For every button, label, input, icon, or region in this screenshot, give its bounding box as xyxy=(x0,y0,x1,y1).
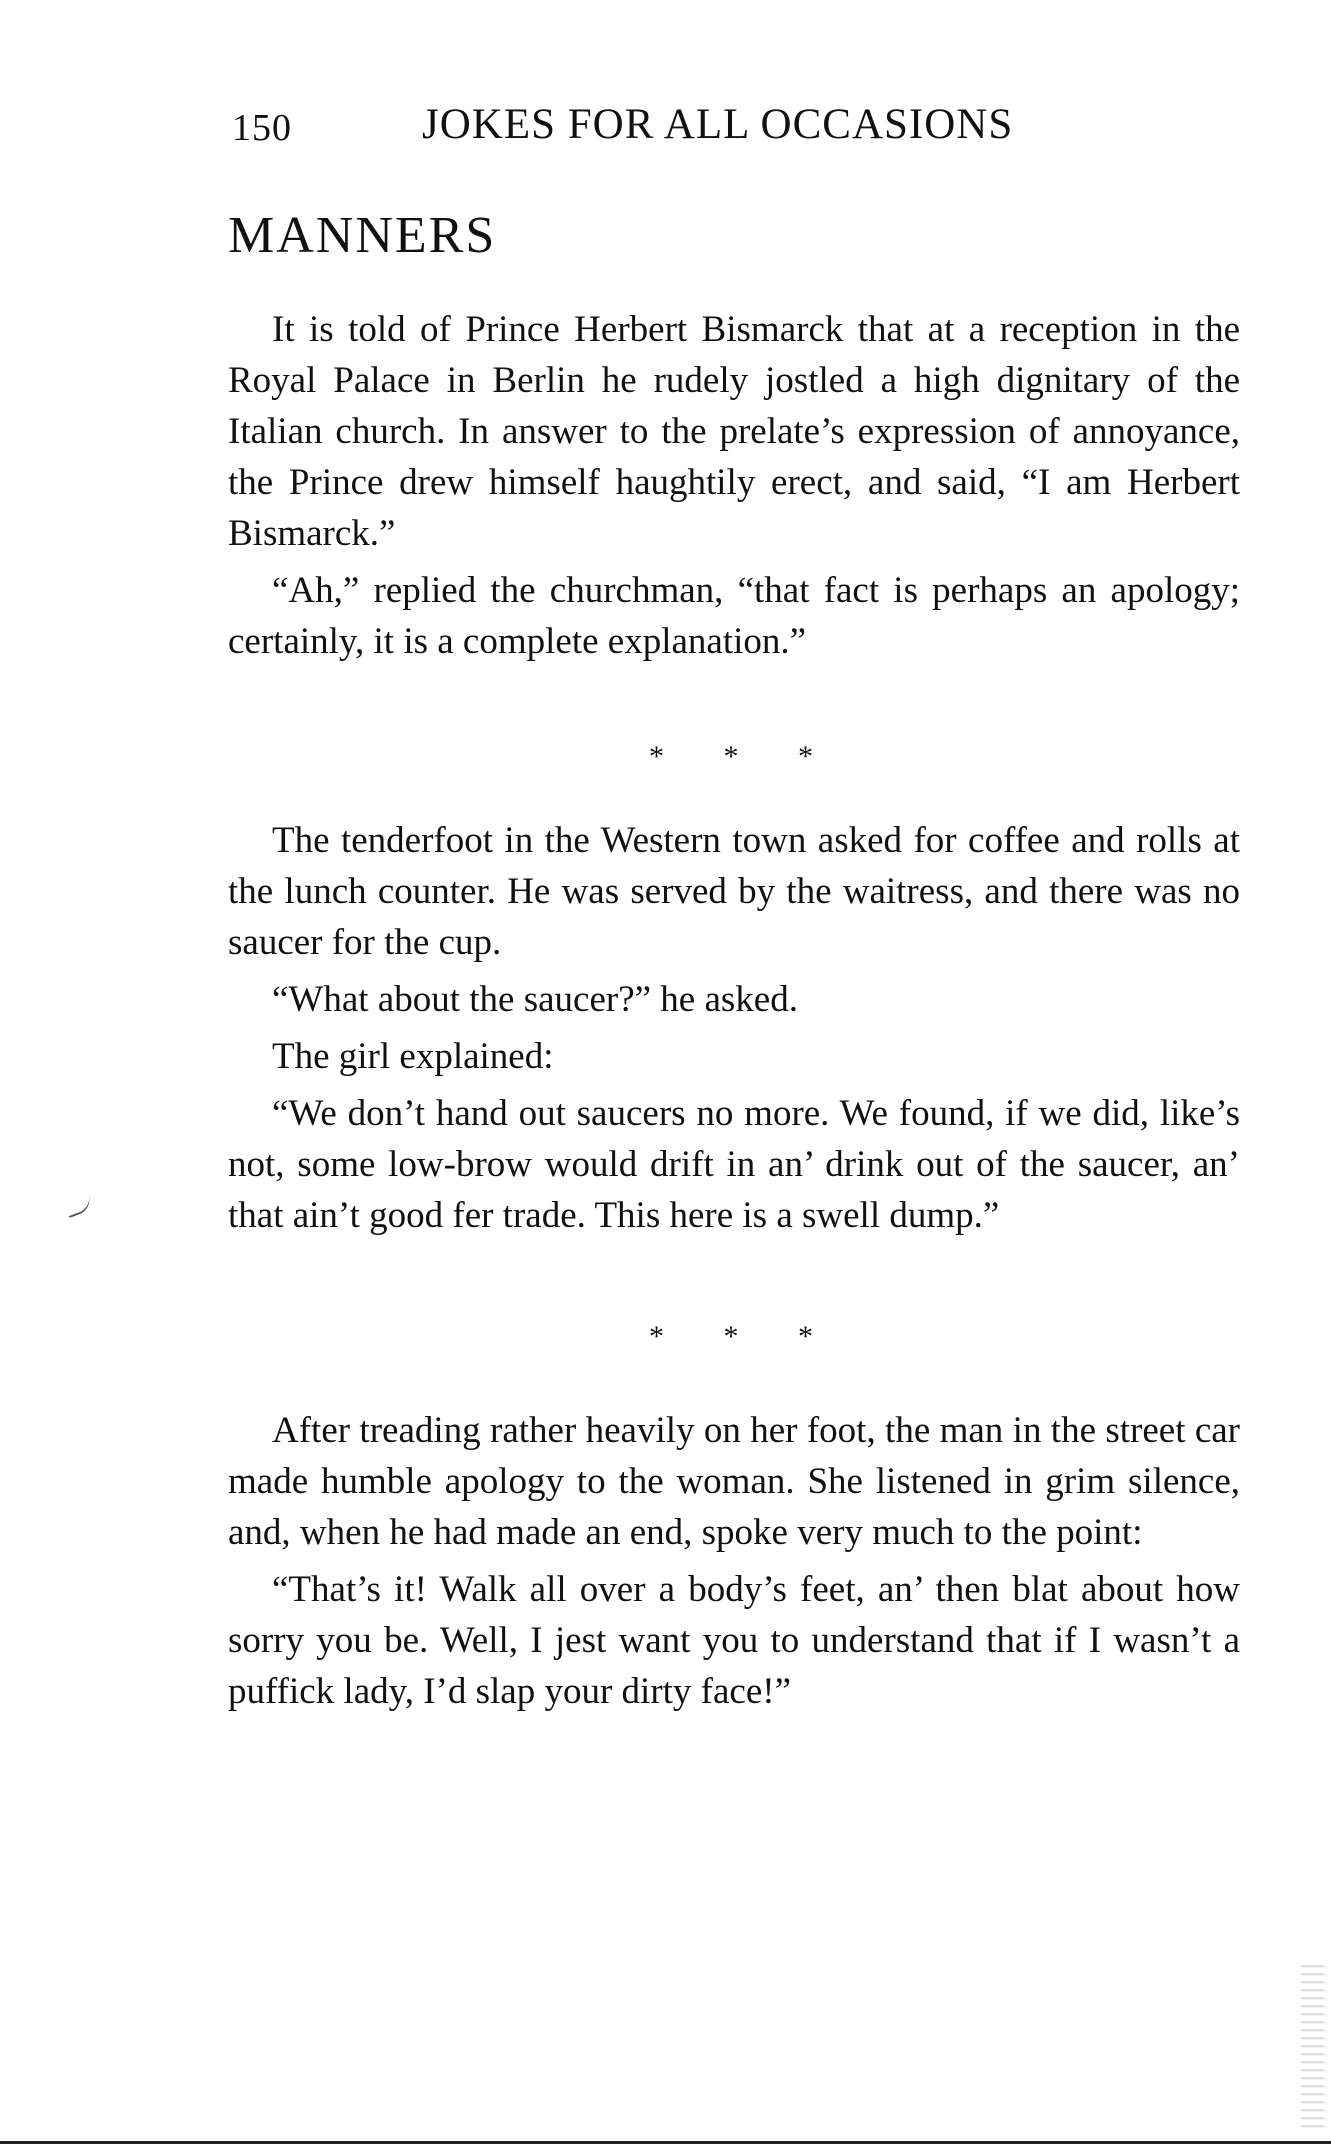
paragraph: “That’s it! Walk all over a body’s feet, an’ then blat about how sorry you be. Well, I jest want you to understand that if I wasn’t a puffick lady, I’d slap your dirty face!” xyxy=(228,1569,1240,1712)
story-2 xyxy=(228,815,1240,1247)
scan-edge-noise xyxy=(1301,1960,1325,2130)
story-1 xyxy=(228,304,1240,673)
pencil-check-mark xyxy=(64,1194,94,1218)
paragraph: The girl explained: xyxy=(272,1036,554,1077)
running-title: JOKES FOR ALL OCCASIONS xyxy=(422,101,1014,148)
paragraph: It is told of Prince Herbert Bismarck that at a reception in the Royal Palace in Berlin he rudely jostled a high dignitary of the Italian church. In answer to the prelate’s expression of annoyance, the Prince drew himself haughtily erect, and said, “I am Herbert Bismarck.” xyxy=(228,309,1240,554)
page-bottom-edge xyxy=(0,2141,1331,2144)
asterism-separator: * * * xyxy=(649,1320,819,1353)
running-head xyxy=(232,100,1052,150)
paragraph: The tenderfoot in the Western town asked for coffee and rolls at the lunch counter. He was served by the waitress, and there was no saucer for the cup. xyxy=(228,820,1240,963)
section-title: MANNERS xyxy=(228,207,497,264)
story-3 xyxy=(228,1405,1240,1723)
paragraph: “We don’t hand out saucers no more. We found, if we did, like’s not, some low-brow would drift in an’ drink out of the saucer, an’ that ain’t good fer trade. This here is a swell dump.” xyxy=(228,1093,1240,1236)
page-number: 150 xyxy=(232,107,292,149)
paragraph: “What about the saucer?” he asked. xyxy=(272,979,798,1020)
paragraph: After treading rather heavily on her foot, the man in the street car made humble apology to the woman. She listened in grim silence, and, when he had made an end, spoke very much to the point: xyxy=(228,1410,1240,1553)
asterism-separator: * * * xyxy=(649,740,819,773)
paragraph: “Ah,” replied the churchman, “that fact is perhaps an apology; certainly, it is a complete explanation.” xyxy=(228,570,1240,662)
